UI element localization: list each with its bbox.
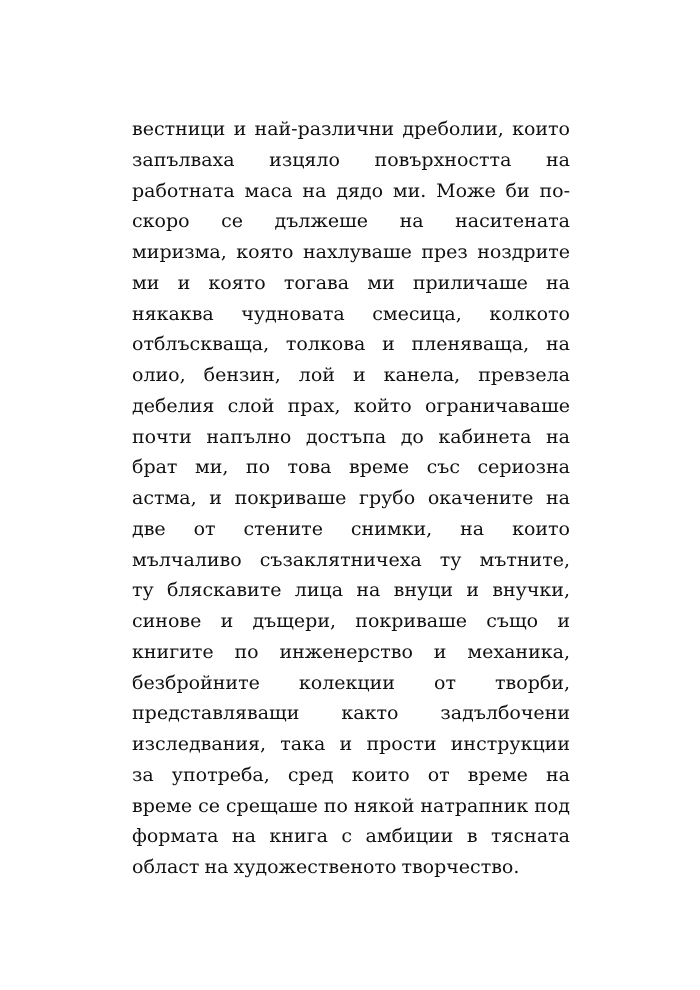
text-line: време се срещаше по някой натрапник под [132,794,570,817]
text-line: две от стените снимки, на които [132,517,570,540]
text-line: област на художественото творчество. [132,856,520,878]
text-line: представляващи както задълбочени [132,702,570,725]
text-line: книгите по инженерство и механика, [132,640,570,663]
text-line: почти напълно достъпа до кабинета на [132,425,570,448]
text-line: отблъскваща, толкова и пленяваща, на [132,333,570,356]
body-text [132,114,570,883]
text-line: олио, бензин, лой и канела, превзела [132,364,570,386]
text-line: миризма, която нахлуваше през ноздрите [132,241,570,263]
text-line: скоро се дължеше на наситената [132,210,570,233]
text-line: брат ми, по това време със сериозна [132,456,570,479]
text-line: астма, и покриваше грубо окачените на [132,487,570,509]
text-line: някаква чудновата смесица, колкото [132,302,570,325]
text-line: формата на книга с амбиции в тясната [132,825,570,848]
text-line: работната маса на дядо ми. Може би по- [132,179,570,202]
text-line: ту бляскавите лица на внуци и внучки, [132,579,570,602]
text-line: безбройните колекции от творби, [132,671,570,694]
text-line: запълваха изцяло повърхността на [132,148,570,171]
text-line: ми и която тогава ми приличаше на [132,271,570,294]
text-line: вестници и най-различни дреболии, които [132,118,570,140]
text-line: мълчаливо съзаклятничеха ту мътните, [132,548,570,571]
text-line: синове и дъщери, покриваше също и [132,610,570,632]
text-line: изследвания, така и прости инструкции [132,733,570,755]
text-line: за употреба, сред които от време на [132,763,570,786]
text-line: дебелия слой прах, който ограничаваше [132,394,570,417]
